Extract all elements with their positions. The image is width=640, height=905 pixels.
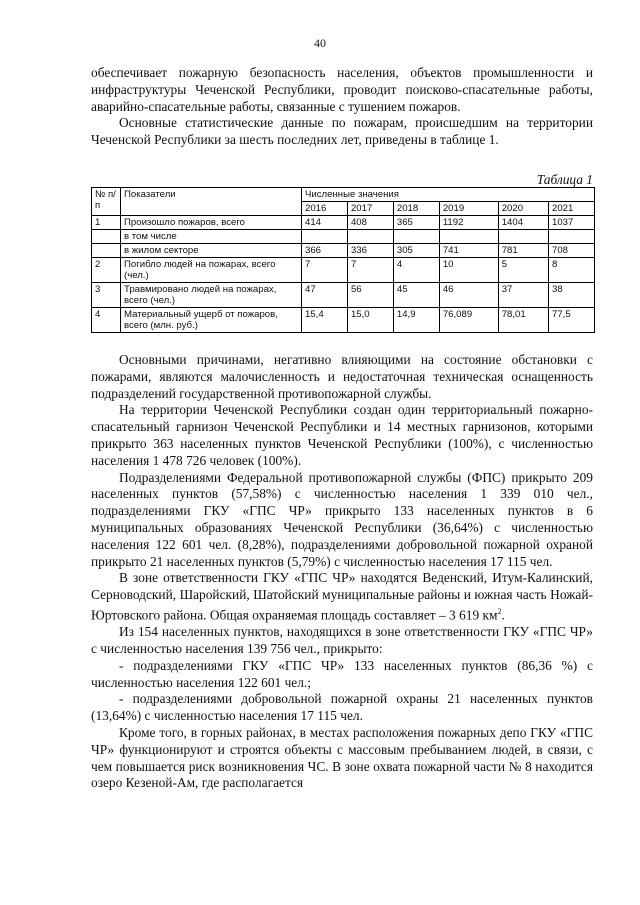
row-value [302, 230, 348, 244]
body-paragraph: Основными причинами, негативно влияющими на состояние обстановки с пожарами, являются малочисленность и недостаточная техническая оснащенность подразделений государственной противопожарной службы. [91, 352, 593, 401]
table-row [92, 258, 595, 283]
row-number: 4 [92, 308, 121, 333]
area-text: В зоне ответственности ГКУ «ГПС ЧР» находятся Веденский, Итум-Калинский, Серноводский, Шаройский, Шатойский муниципальные районы и южная часть Ножай-Юртовского района. Общая охраняемая площадь составляет – 3 619 км [91, 570, 593, 623]
table-row [92, 283, 595, 308]
header-year: 2020 [498, 202, 548, 216]
row-value: 37 [498, 283, 548, 308]
row-value: 76,089 [439, 308, 498, 333]
row-value: 46 [439, 283, 498, 308]
table-row [92, 230, 595, 244]
row-value: 77,5 [549, 308, 595, 333]
intro-paragraph-1: обеспечивает пожарную безопасность населения, объектов промышленности и инфраструктуры Чеченской Республики, проводит поисково-спасательные работы, аварийно-спасательные работы, связанные с тушением пожаров. [91, 65, 593, 114]
row-value: 1037 [549, 216, 595, 230]
row-value: 708 [549, 244, 595, 258]
row-value: 1192 [439, 216, 498, 230]
row-value [498, 230, 548, 244]
table-row [92, 216, 595, 230]
row-value: 7 [347, 258, 393, 283]
row-value: 365 [393, 216, 439, 230]
row-value: 47 [302, 283, 348, 308]
table-body [92, 216, 595, 333]
row-indicator: в том числе [121, 230, 302, 244]
row-value: 56 [347, 283, 393, 308]
body-paragraph: На территории Чеченской Республики создан один территориальный пожарно-спасательный гарнизон Чеченской Республики и 14 местных гарнизонов, которыми прикрыто 363 населенных пунктов Чеченской Республики (100%), с численностью населения 1 478 726 человек (100%). [91, 402, 593, 468]
row-value: 15,0 [347, 308, 393, 333]
row-value: 366 [302, 244, 348, 258]
table-row [92, 308, 595, 333]
row-value: 336 [347, 244, 393, 258]
header-year: 2017 [347, 202, 393, 216]
body-paragraph: Кроме того, в горных районах, в местах расположения пожарных депо ГКУ «ГПС ЧР» функционируют и строятся объекты с массовым пребыванием людей, в связи, с чем повышается риск возникновения ЧС. В зоне охвата пожарной части № 8 находится озеро Кезеной-Ам, где располагается [91, 725, 593, 791]
row-value: 78,01 [498, 308, 548, 333]
header-indicator: Показатели [121, 188, 302, 216]
row-value [439, 230, 498, 244]
row-number: 1 [92, 216, 121, 230]
row-value: 781 [498, 244, 548, 258]
row-value: 38 [549, 283, 595, 308]
table-caption: Таблица 1 [536, 172, 593, 187]
header-number: № п/п [92, 188, 121, 216]
page-number: 40 [314, 36, 326, 50]
row-value: 414 [302, 216, 348, 230]
row-value: 1404 [498, 216, 548, 230]
row-value: 408 [347, 216, 393, 230]
header-values: Численные значения [302, 188, 595, 202]
row-indicator: Произошло пожаров, всего [121, 216, 302, 230]
fire-statistics-table [91, 187, 595, 333]
row-value [549, 230, 595, 244]
row-value: 14,9 [393, 308, 439, 333]
body-text [91, 352, 593, 792]
row-value: 15,4 [302, 308, 348, 333]
row-indicator: в жилом секторе [121, 244, 302, 258]
header-year: 2018 [393, 202, 439, 216]
header-year: 2019 [439, 202, 498, 216]
intro-text [91, 65, 593, 149]
row-number: 3 [92, 283, 121, 308]
table-row [92, 244, 595, 258]
intro-paragraph-2: Основные статистические данные по пожарам, происшедшим на территории Чеченской Республики за шесть последних лет, приведены в таблице 1. [91, 115, 593, 148]
row-value: 10 [439, 258, 498, 283]
row-indicator: Материальный ущерб от пожаров, всего (млн. руб.) [121, 308, 302, 333]
body-paragraph: Подразделениями Федеральной противопожарной службы (ФПС) прикрыто 209 населенных пунктов (57,58%) с численностью населения 1 339 010 чел., подразделениями ГКУ «ГПС ЧР» прикрыто 133 населенных пунктов в 6 муниципальных образованиях Чеченской Республики (36,64%) с численностью населения 122 601 чел. (8,28%), подразделениями добровольной пожарной охраной прикрыто 21 населенных пунктов (5,79%) с численностью населения 17 115 чел. [91, 469, 593, 569]
body-paragraph [91, 570, 593, 624]
header-year: 2016 [302, 202, 348, 216]
body-paragraph: Из 154 населенных пунктов, находящихся в зоне ответственности ГКУ «ГПС ЧР» с численностью населения 139 756 чел., прикрыто: [91, 624, 593, 657]
row-value: 8 [549, 258, 595, 283]
row-number [92, 230, 121, 244]
area-end: . [501, 607, 505, 623]
row-value [393, 230, 439, 244]
row-value: 305 [393, 244, 439, 258]
row-indicator: Травмировано людей на пожарах, всего (чел.) [121, 283, 302, 308]
header-year: 2021 [549, 202, 595, 216]
row-value: 7 [302, 258, 348, 283]
row-number [92, 244, 121, 258]
row-indicator: Погибло людей на пожарах, всего (чел.) [121, 258, 302, 283]
row-value: 5 [498, 258, 548, 283]
row-value: 4 [393, 258, 439, 283]
area-superscript: 2 [497, 606, 502, 616]
row-value: 741 [439, 244, 498, 258]
row-number: 2 [92, 258, 121, 283]
row-value: 45 [393, 283, 439, 308]
table-header-row [92, 188, 595, 202]
row-value [347, 230, 393, 244]
body-paragraph: - подразделениями ГКУ «ГПС ЧР» 133 населенных пунктов (86,36 %) с численностью населения 122 601 чел.; [91, 657, 593, 690]
body-paragraph: - подразделениями добровольной пожарной охраны 21 населенных пунктов (13,64%) с численностью населения 17 115 чел. [91, 691, 593, 724]
